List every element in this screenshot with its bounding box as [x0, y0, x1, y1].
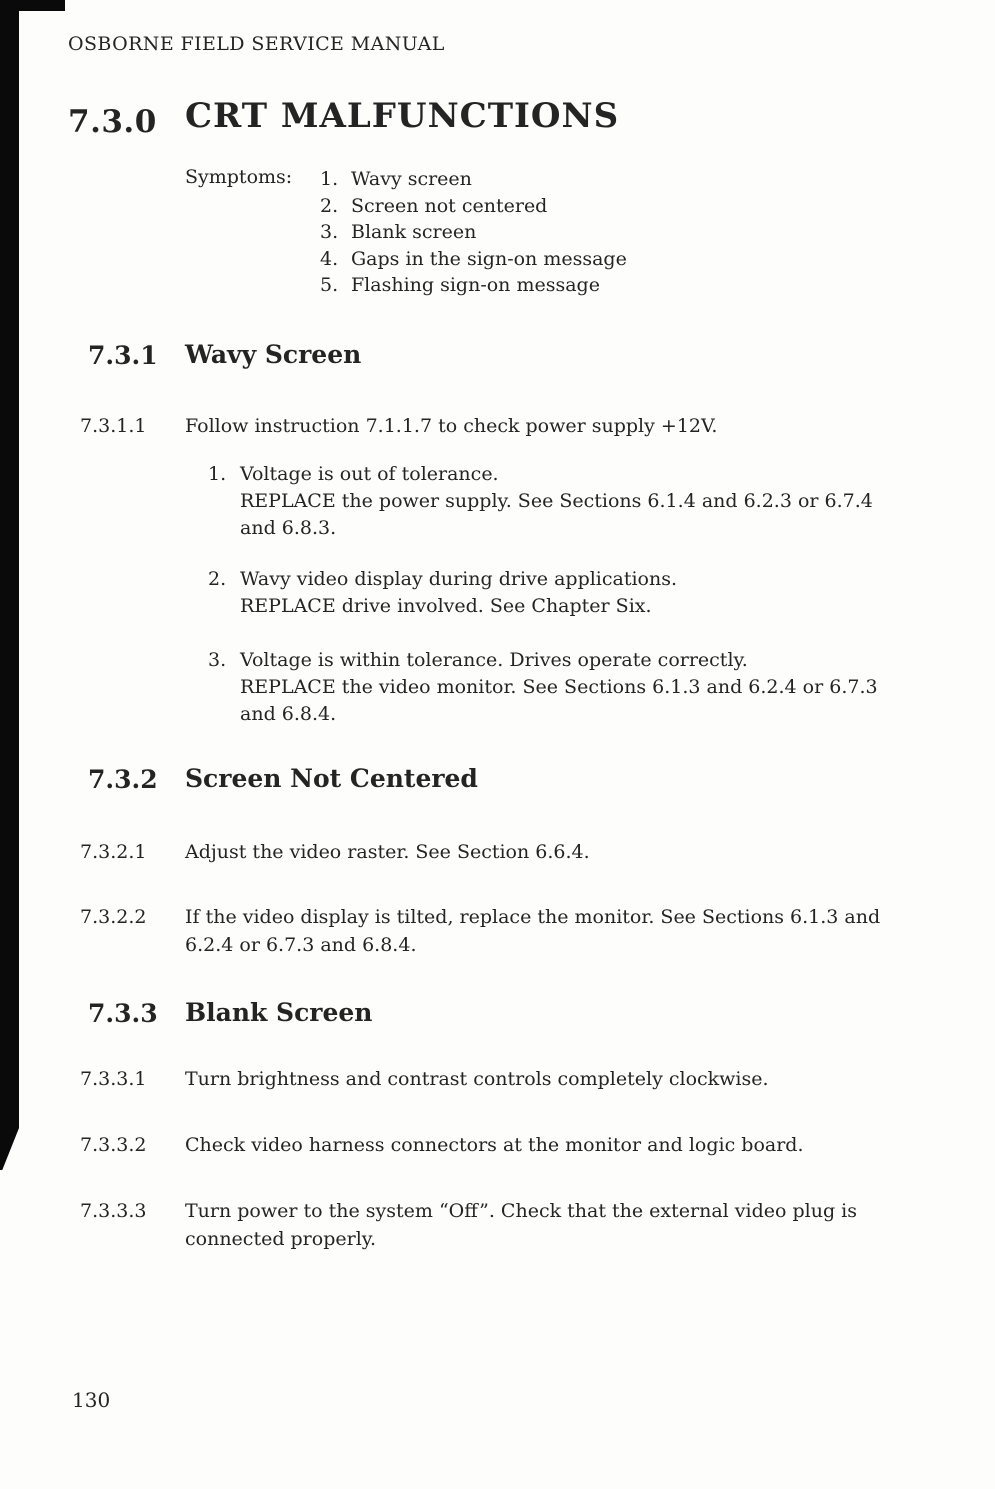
step-first-line — [208, 461, 873, 488]
paragraph-number: 7.3.3.1 — [80, 1068, 147, 1090]
paragraph-line: Follow instruction 7.1.1.7 to check power supply +12V. — [185, 415, 718, 437]
paragraph-text — [185, 903, 880, 959]
subsection-number: 7.3.1 — [88, 341, 158, 370]
symptom-number: 5. — [320, 274, 339, 296]
step-line: Wavy video display during drive applications. — [240, 568, 678, 590]
paragraph-number: 7.3.3.2 — [80, 1134, 147, 1156]
paragraph-text — [185, 838, 590, 866]
symptom-text: Flashing sign-on message — [351, 274, 600, 296]
subsection-title: Blank Screen — [185, 998, 373, 1027]
step-3 — [208, 647, 878, 728]
symptom-item — [320, 166, 627, 193]
symptom-number: 2. — [320, 194, 339, 217]
subsection-number: 7.3.3 — [88, 999, 158, 1028]
step-first-line — [208, 647, 878, 674]
step-line: and 6.8.4. — [240, 703, 337, 725]
step-line: REPLACE the power supply. See Sections 6.1.4 and 6.2.3 or 6.7.4 — [240, 490, 873, 512]
subsection-title: Wavy Screen — [185, 340, 362, 369]
symptom-item — [320, 193, 627, 220]
paragraph-text — [185, 412, 717, 440]
symptom-item — [320, 272, 627, 299]
paragraph-text — [185, 1065, 769, 1093]
symptom-number: 1. — [320, 168, 339, 190]
subsection-heading-731 — [0, 340, 995, 374]
subsection-heading-733 — [0, 998, 995, 1032]
symptom-number: 3. — [320, 221, 339, 243]
paragraph-line: Check video harness connectors at the monitor and logic board. — [185, 1134, 804, 1156]
paragraph-line: Turn brightness and contrast controls completely clockwise. — [185, 1068, 769, 1090]
symptoms-label: Symptoms: — [185, 166, 293, 188]
symptom-text: Screen not centered — [351, 194, 548, 217]
paragraph-line: Adjust the video raster. See Section 6.6.4. — [185, 841, 590, 863]
symptom-text: Blank screen — [351, 221, 477, 243]
symptom-number: 4. — [320, 247, 339, 270]
subsection-title: Screen Not Centered — [185, 764, 478, 793]
paragraph-number: 7.3.1.1 — [80, 415, 147, 437]
paragraph-text — [185, 1131, 804, 1159]
step-number: 3. — [208, 649, 227, 671]
main-section-title: CRT MALFUNCTIONS — [185, 96, 620, 136]
symptom-text: Gaps in the sign-on message — [351, 247, 627, 270]
scan-artifact-left-bar — [0, 0, 19, 1128]
step-first-line — [208, 566, 677, 593]
page-number: 130 — [72, 1388, 111, 1412]
symptom-item — [320, 246, 627, 273]
main-section-number: 7.3.0 — [68, 104, 157, 140]
subsection-heading-732 — [0, 764, 995, 798]
scan-artifact-left-bar-tail — [0, 1128, 19, 1170]
step-line: and 6.8.3. — [240, 517, 337, 539]
paragraph-line: Turn power to the system “Off”. Check that the external video plug is — [185, 1200, 857, 1222]
paragraph-line: 6.2.4 or 6.7.3 and 6.8.4. — [185, 934, 417, 956]
step-2 — [208, 566, 677, 620]
running-header: OSBORNE FIELD SERVICE MANUAL — [68, 33, 445, 55]
paragraph-line: connected properly. — [185, 1228, 377, 1250]
step-line: Voltage is out of tolerance. — [240, 463, 499, 485]
symptom-text: Wavy screen — [351, 168, 472, 190]
paragraph-text — [185, 1197, 857, 1253]
step-1 — [208, 461, 873, 542]
subsection-number: 7.3.2 — [88, 765, 158, 794]
symptom-item — [320, 219, 627, 246]
paragraph-number: 7.3.2.2 — [80, 906, 147, 928]
paragraph-number: 7.3.3.3 — [80, 1200, 147, 1222]
symptoms-list — [320, 166, 627, 299]
step-line: Voltage is within tolerance. Drives operate correctly. — [240, 649, 748, 671]
step-number: 1. — [208, 463, 227, 485]
paragraph-line: If the video display is tilted, replace the monitor. See Sections 6.1.3 and — [185, 906, 881, 928]
step-line: REPLACE drive involved. See Chapter Six. — [240, 595, 652, 617]
scan-artifact-top-notch — [19, 0, 65, 11]
step-number: 2. — [208, 568, 227, 590]
paragraph-number: 7.3.2.1 — [80, 841, 147, 863]
step-line: REPLACE the video monitor. See Sections 6.1.3 and 6.2.4 or 6.7.3 — [240, 676, 878, 698]
main-section-heading — [0, 96, 995, 144]
